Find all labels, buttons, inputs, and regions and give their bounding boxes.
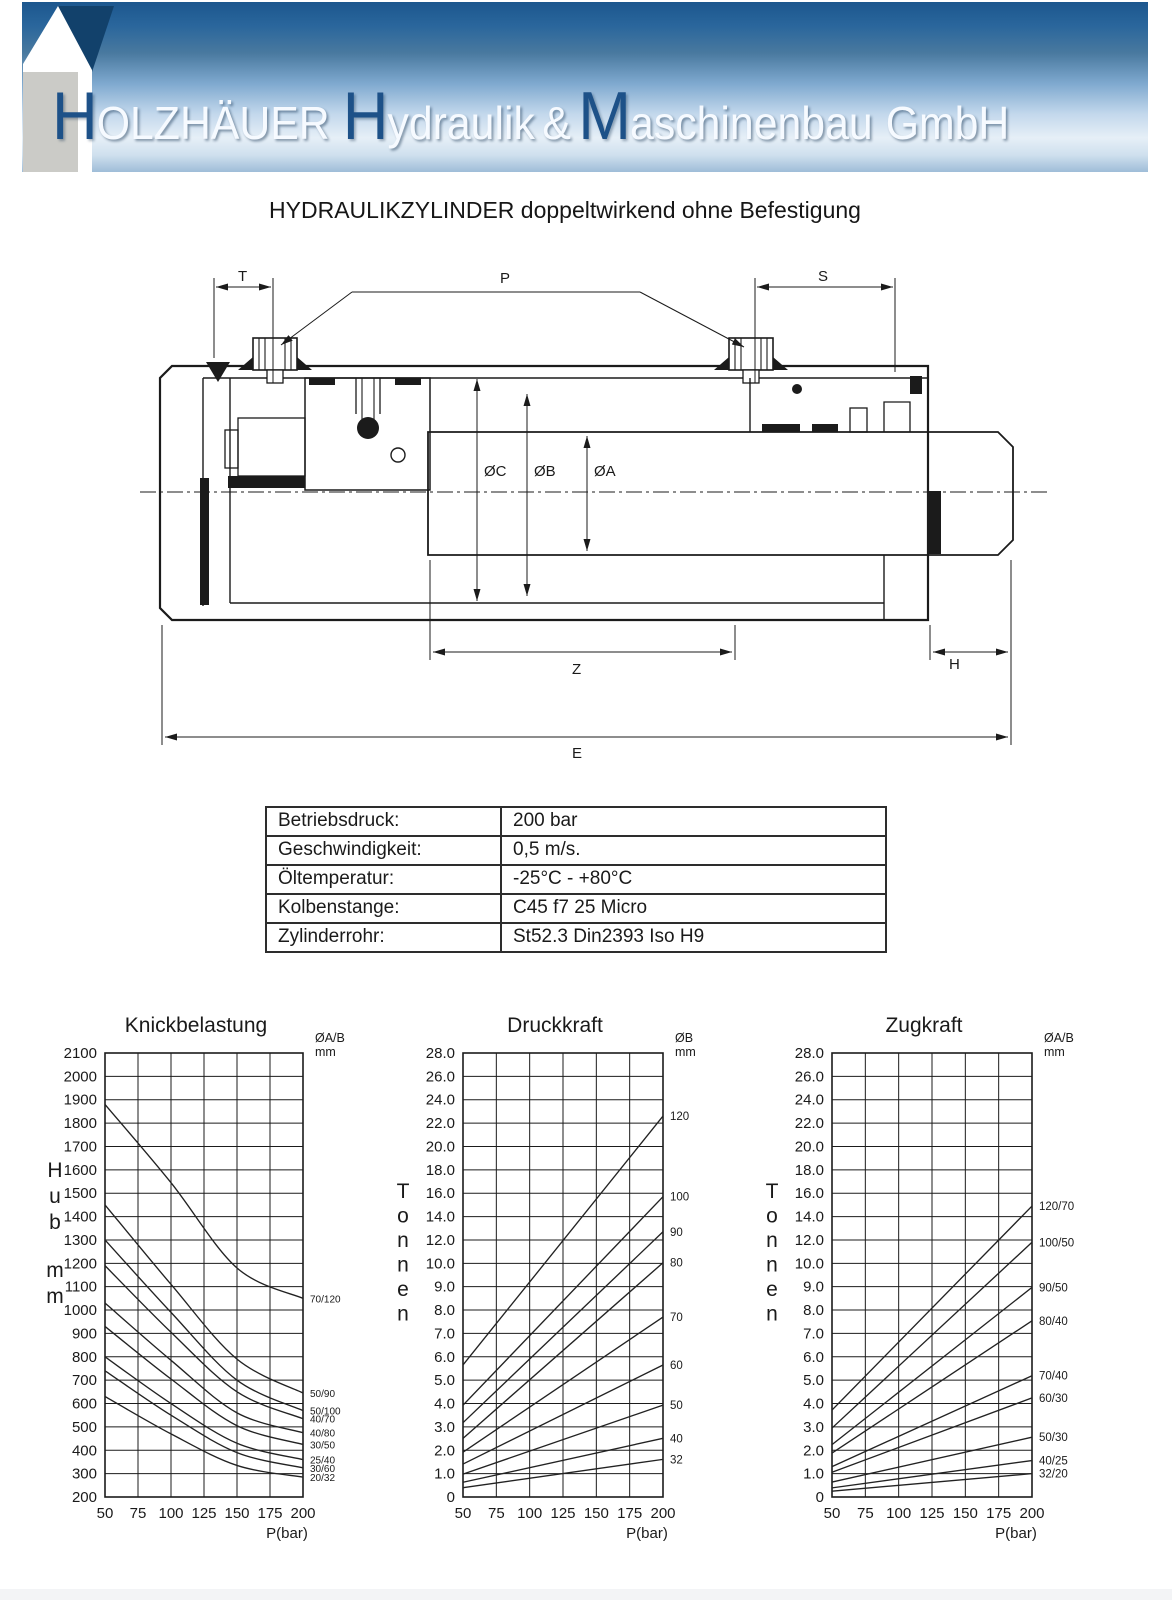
y-axis-letter: b [49, 1211, 61, 1234]
series-label: 90 [670, 1226, 683, 1239]
y-tick-label: 28.0 [794, 1045, 824, 1062]
x-tick-label: 100 [886, 1505, 912, 1522]
x-tick-label: 75 [487, 1505, 505, 1522]
spec-label: Geschwindigkeit: [266, 836, 501, 865]
chart-knickbelastung [46, 1014, 345, 1542]
y-tick-label: 1100 [64, 1278, 97, 1296]
y-axis-letter: m [46, 1285, 64, 1308]
logo-ampersand: & [542, 97, 571, 149]
spec-table [265, 806, 887, 953]
right-axis-header: mm [315, 1045, 336, 1059]
y-axis-letter: e [766, 1278, 778, 1301]
y-tick-label: 4.0 [434, 1395, 455, 1413]
y-tick-label: 22.0 [425, 1115, 455, 1133]
y-tick-label: 900 [71, 1325, 97, 1343]
y-tick-label: 2.0 [803, 1442, 824, 1460]
dim-label-oa: ØA [594, 463, 616, 480]
series-label: 100 [670, 1191, 690, 1204]
y-tick-label: 10.0 [425, 1255, 455, 1273]
hydraulic-port-icon [714, 338, 788, 383]
chart-title: Zugkraft [885, 1014, 963, 1037]
x-tick-label: 150 [952, 1505, 978, 1522]
spec-row-2 [266, 865, 886, 894]
x-tick-label: 175 [257, 1505, 283, 1522]
series-label: 20/32 [310, 1473, 336, 1485]
y-tick-label: 1400 [63, 1208, 97, 1226]
y-tick-label: 500 [71, 1418, 97, 1436]
series-label: 120 [670, 1111, 690, 1124]
x-tick-label: 50 [823, 1505, 841, 1522]
y-axis-letter: n [397, 1302, 409, 1326]
y-tick-label: 4.0 [803, 1395, 824, 1413]
logo-banner [22, 2, 1148, 172]
y-tick-label: 1300 [63, 1231, 97, 1249]
y-axis-letter: n [397, 1229, 409, 1252]
y-tick-label: 1600 [63, 1161, 97, 1179]
y-tick-label: 9.0 [434, 1278, 455, 1296]
series-label: 70 [670, 1312, 683, 1325]
series-label: 70/40 [1039, 1370, 1068, 1383]
y-axis-letter: n [766, 1302, 778, 1326]
y-tick-label: 14.0 [794, 1208, 824, 1226]
spec-row-0 [266, 807, 886, 836]
y-tick-label: 7.0 [803, 1325, 824, 1343]
series-label: 50 [670, 1400, 683, 1413]
chart-zugkraft [766, 1014, 1075, 1542]
y-tick-label: 8.0 [803, 1302, 824, 1320]
logo-suffix: GmbH [885, 97, 1010, 149]
y-tick-label: 22.0 [794, 1115, 824, 1133]
x-tick-label: 75 [856, 1505, 874, 1522]
x-tick-label: 125 [550, 1505, 576, 1522]
chart-title: Druckkraft [507, 1014, 603, 1037]
series-label: 60 [670, 1359, 683, 1372]
y-tick-label: 3.0 [434, 1418, 455, 1436]
y-tick-label: 12.0 [794, 1231, 824, 1249]
page-title: HYDRAULIKZYLINDER doppeltwirkend ohne Befestigung [269, 197, 861, 223]
y-tick-label: 1000 [63, 1302, 97, 1320]
series-label: 30/60 [310, 1463, 336, 1475]
series-label: 100/50 [1039, 1237, 1075, 1250]
y-tick-label: 24.0 [425, 1091, 455, 1109]
chart-druckkraft [397, 1014, 696, 1542]
chart-title: Knickbelastung [124, 1014, 268, 1037]
x-tick-label: 175 [617, 1505, 643, 1522]
right-axis-header: mm [675, 1045, 696, 1059]
dim-label-t: T [238, 268, 248, 285]
logo-initial-3: M [578, 78, 631, 154]
y-tick-label: 20.0 [794, 1138, 824, 1156]
spec-value: C45 f7 25 Micro [501, 894, 886, 923]
cylinder-technical-drawing [0, 250, 1172, 770]
y-tick-label: 12.0 [425, 1231, 455, 1249]
y-tick-label: 0 [815, 1489, 824, 1506]
hydraulic-port-icon [238, 338, 312, 383]
spec-value: St52.3 Din2393 Iso H9 [501, 923, 886, 952]
y-axis-letter: n [766, 1229, 778, 1252]
y-tick-label: 7.0 [434, 1325, 455, 1343]
y-tick-label: 800 [71, 1348, 97, 1366]
y-tick-label: 200 [71, 1489, 97, 1506]
logo-word-3: aschinenbau [630, 97, 873, 149]
y-tick-label: 1800 [63, 1115, 97, 1133]
performance-charts [0, 985, 1172, 1600]
y-tick-label: 9.0 [803, 1278, 824, 1296]
y-tick-label: 28.0 [425, 1045, 455, 1062]
series-label: 50/100 [310, 1406, 341, 1418]
spec-label: Betriebsdruck: [266, 807, 501, 836]
series-label: 32 [670, 1454, 683, 1467]
y-axis-letter: u [49, 1185, 61, 1208]
y-tick-label: 300 [71, 1465, 97, 1483]
y-axis-letter: n [397, 1253, 409, 1277]
right-axis-header: ØA/B [315, 1031, 345, 1045]
right-axis-header: mm [1044, 1045, 1065, 1059]
y-tick-label: 0 [446, 1489, 455, 1506]
x-tick-label: 175 [986, 1505, 1012, 1522]
y-tick-label: 16.0 [794, 1185, 824, 1203]
dim-label-p: P [500, 270, 511, 287]
series-label: 50/90 [310, 1389, 336, 1401]
spec-row-3 [266, 894, 886, 923]
x-tick-label: 150 [583, 1505, 609, 1522]
y-tick-label: 20.0 [425, 1138, 455, 1156]
y-tick-label: 1200 [63, 1255, 97, 1273]
y-axis-letter: m [46, 1259, 64, 1282]
y-tick-label: 400 [71, 1442, 97, 1460]
series-label: 40 [670, 1433, 683, 1446]
y-tick-label: 5.0 [803, 1372, 824, 1390]
y-tick-label: 6.0 [803, 1348, 824, 1366]
x-axis-label: P(bar) [626, 1525, 668, 1542]
x-tick-label: 100 [517, 1505, 543, 1522]
y-tick-label: 24.0 [794, 1091, 824, 1109]
y-tick-label: 1.0 [803, 1465, 824, 1483]
y-axis-letter: o [766, 1204, 778, 1228]
series-label: 30/50 [310, 1440, 336, 1452]
y-tick-label: 26.0 [794, 1068, 824, 1086]
y-tick-label: 1500 [63, 1185, 97, 1203]
spec-row-1 [266, 836, 886, 865]
spec-label: Öltemperatur: [266, 865, 501, 894]
y-tick-label: 18.0 [794, 1161, 824, 1179]
x-tick-label: 100 [158, 1505, 184, 1522]
x-tick-label: 75 [129, 1505, 147, 1522]
spec-label: Zylinderrohr: [266, 923, 501, 952]
y-tick-label: 18.0 [425, 1161, 455, 1179]
spec-value: 0,5 m/s. [501, 836, 886, 865]
series-label: 25/40 [310, 1455, 336, 1467]
y-tick-label: 6.0 [434, 1348, 455, 1366]
x-tick-label: 50 [96, 1505, 114, 1522]
y-tick-label: 1700 [63, 1138, 97, 1156]
series-label: 60/30 [1039, 1392, 1068, 1405]
series-label: 70/120 [310, 1294, 341, 1306]
y-axis-letter: o [397, 1204, 409, 1228]
y-tick-label: 14.0 [425, 1208, 455, 1226]
y-tick-label: 600 [71, 1395, 97, 1413]
series-label: 90/50 [1039, 1282, 1068, 1295]
y-tick-label: 700 [71, 1372, 97, 1390]
y-tick-label: 8.0 [434, 1302, 455, 1320]
dim-label-ob: ØB [534, 463, 556, 480]
x-axis-label: P(bar) [266, 1525, 308, 1542]
dim-label-h: H [949, 656, 960, 673]
x-tick-label: 125 [191, 1505, 217, 1522]
y-tick-label: 5.0 [434, 1372, 455, 1390]
y-axis-letter: n [766, 1253, 778, 1277]
spec-value: 200 bar [501, 807, 886, 836]
page-bottom-edge [0, 1589, 1172, 1600]
y-axis-letter: e [397, 1278, 409, 1301]
dim-label-oc: ØC [484, 463, 507, 480]
y-tick-label: 1.0 [434, 1465, 455, 1483]
series-label: 40/25 [1039, 1455, 1068, 1468]
x-tick-label: 125 [919, 1505, 945, 1522]
dim-label-z: Z [572, 661, 582, 678]
series-label: 80/40 [1039, 1315, 1068, 1328]
series-label: 40/80 [310, 1428, 336, 1440]
spec-label: Kolbenstange: [266, 894, 501, 923]
series-label: 80 [670, 1257, 683, 1270]
y-axis-letter: H [47, 1159, 63, 1182]
company-logo [52, 78, 1010, 154]
y-axis-letter: T [765, 1180, 779, 1203]
y-tick-label: 3.0 [803, 1418, 824, 1436]
spec-row-4 [266, 923, 886, 952]
dim-label-s: S [818, 268, 829, 285]
x-tick-label: 150 [224, 1505, 250, 1522]
x-axis-label: P(bar) [995, 1525, 1037, 1542]
y-tick-label: 2.0 [434, 1442, 455, 1460]
logo-initial-2: H [342, 78, 388, 154]
y-axis-letter: T [396, 1180, 410, 1203]
x-tick-label: 200 [290, 1505, 316, 1522]
spec-value: -25°C - +80°C [501, 865, 886, 894]
series-label: 32/20 [1039, 1468, 1068, 1481]
x-tick-label: 200 [1019, 1505, 1045, 1522]
x-tick-label: 200 [650, 1505, 676, 1522]
y-tick-label: 10.0 [794, 1255, 824, 1273]
logo-initial-1: H [52, 78, 97, 154]
series-label: 50/30 [1039, 1432, 1068, 1445]
y-tick-label: 2000 [63, 1068, 97, 1086]
x-tick-label: 50 [454, 1505, 472, 1522]
logo-word-1: OLZHÄUER [96, 97, 330, 149]
right-axis-header: ØB [675, 1031, 694, 1045]
y-tick-label: 26.0 [425, 1068, 455, 1086]
y-tick-label: 16.0 [425, 1185, 455, 1203]
dim-label-e: E [572, 745, 583, 762]
y-tick-label: 2100 [63, 1045, 97, 1062]
y-tick-label: 1900 [63, 1091, 97, 1109]
logo-word-2: ydraulik [387, 97, 535, 149]
series-label: 120/70 [1039, 1201, 1075, 1214]
series-label: 40/70 [310, 1414, 336, 1426]
right-axis-header: ØA/B [1044, 1031, 1074, 1045]
